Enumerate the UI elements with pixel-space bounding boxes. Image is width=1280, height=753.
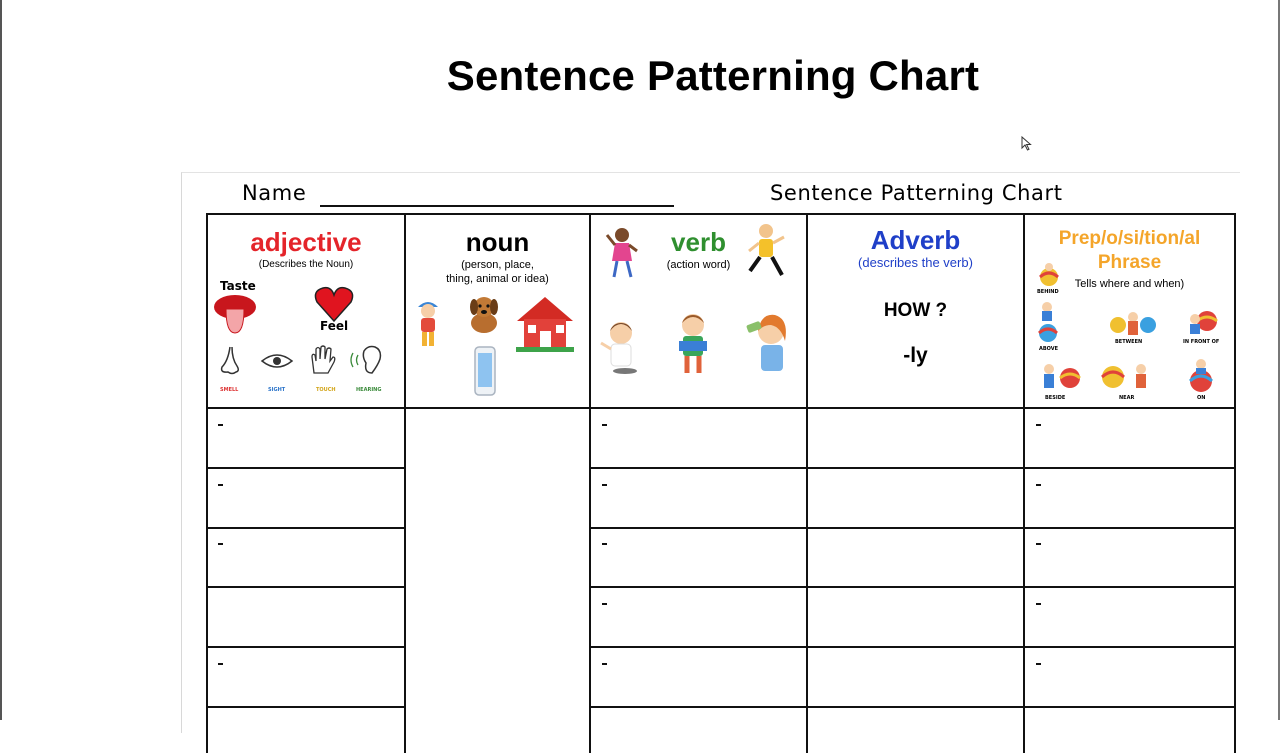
row-dash	[218, 484, 223, 486]
between-caption: BETWEEN	[1115, 339, 1143, 345]
row-dash	[218, 543, 223, 545]
house-place-icon	[514, 293, 576, 355]
row-dash	[1036, 424, 1041, 426]
feel-label: Feel	[320, 319, 349, 333]
verb-title: verb	[671, 227, 726, 257]
grid-line-h	[206, 586, 406, 588]
phone-thing-icon	[472, 345, 498, 399]
grid-line-v	[1234, 213, 1236, 753]
behind-ball-icon	[1037, 261, 1061, 287]
noun-header	[406, 213, 589, 407]
grid-line-h	[589, 586, 1236, 588]
dancing-girl-icon	[605, 225, 639, 279]
taste-label: Taste	[220, 279, 256, 293]
worksheet	[181, 172, 1240, 733]
nose-icon	[218, 345, 242, 377]
hearing-caption: HEARING	[356, 387, 382, 393]
touch-caption: TOUCH	[316, 387, 336, 393]
row-dash	[218, 424, 223, 426]
adverb-title: Adverb	[870, 225, 961, 255]
row-dash	[218, 663, 223, 665]
row-dash	[1036, 484, 1041, 486]
page-title: Sentence Patterning Chart	[446, 52, 980, 99]
verb-header	[591, 213, 806, 407]
behind-caption: BEHIND	[1037, 289, 1059, 295]
row-dash	[602, 424, 607, 426]
verb-subtitle: (action word)	[666, 259, 731, 271]
adverb-header	[808, 213, 1023, 407]
hand-icon	[306, 343, 340, 377]
grid-line-h	[589, 467, 1236, 469]
adjective-title: adjective	[250, 227, 362, 257]
prepositional-phrase-header	[1025, 213, 1234, 407]
in-front-of-ball-icon	[1185, 307, 1221, 337]
prep-title-line1: Prep/o/si/tion/al	[1058, 228, 1201, 249]
smell-caption: SMELL	[220, 387, 239, 393]
noun-subtitle-line2: thing, animal or idea)	[446, 273, 549, 285]
adverb-suffix: -ly	[903, 344, 928, 367]
row-dash	[602, 603, 607, 605]
ear-icon	[350, 343, 386, 377]
worksheet-title: Sentence Patterning Chart	[770, 181, 1063, 205]
row-dash	[1036, 543, 1041, 545]
between-balls-icon	[1109, 307, 1157, 337]
mouse-cursor-icon	[1021, 136, 1033, 152]
tongue-icon	[212, 291, 258, 337]
dog-animal-icon	[462, 293, 506, 337]
on-ball-icon	[1181, 359, 1225, 393]
page-border-left	[0, 0, 2, 720]
row-dash	[602, 484, 607, 486]
grid-line-h	[589, 527, 1236, 529]
patterning-grid	[206, 213, 1236, 753]
beside-ball-icon	[1039, 361, 1083, 391]
running-boy-icon	[746, 223, 788, 287]
grid-line-h	[589, 646, 1236, 648]
reading-boy-icon	[673, 311, 713, 377]
near-ball-icon	[1101, 361, 1155, 391]
beside-caption: BESIDE	[1045, 395, 1066, 401]
grid-line-h	[589, 706, 1236, 708]
row-dash	[1036, 603, 1041, 605]
adverb-subtitle: (describes the verb)	[858, 255, 973, 270]
sight-caption: SIGHT	[268, 387, 286, 393]
grid-line-h	[206, 527, 406, 529]
on-caption: ON	[1197, 395, 1206, 401]
row-dash	[602, 543, 607, 545]
grid-line-h	[206, 407, 1236, 409]
adjective-subtitle: (Describes the Noun)	[258, 259, 354, 270]
eye-icon	[260, 351, 294, 371]
noun-title: noun	[465, 227, 530, 257]
grid-line-h	[206, 467, 406, 469]
heart-icon	[314, 285, 354, 323]
noun-subtitle-line1: (person, place,	[461, 259, 534, 271]
near-caption: NEAR	[1119, 395, 1135, 401]
boy-person-icon	[412, 297, 444, 353]
row-dash	[602, 663, 607, 665]
above-caption: ABOVE	[1039, 346, 1059, 352]
row-dash	[1036, 663, 1041, 665]
grid-line-h	[206, 646, 406, 648]
name-label: Name	[242, 181, 307, 205]
adverb-question: HOW ?	[883, 300, 948, 321]
above-ball-icon	[1035, 299, 1061, 345]
eating-girl-icon	[599, 317, 647, 377]
drinking-girl-icon	[741, 311, 793, 373]
adjective-header	[208, 213, 404, 407]
prep-subtitle: Tells where and when)	[1074, 278, 1185, 290]
in-front-of-caption: IN FRONT OF	[1183, 339, 1220, 345]
prep-title-line2: Phrase	[1097, 252, 1162, 273]
grid-line-h	[206, 706, 406, 708]
name-field-line[interactable]	[320, 205, 674, 207]
